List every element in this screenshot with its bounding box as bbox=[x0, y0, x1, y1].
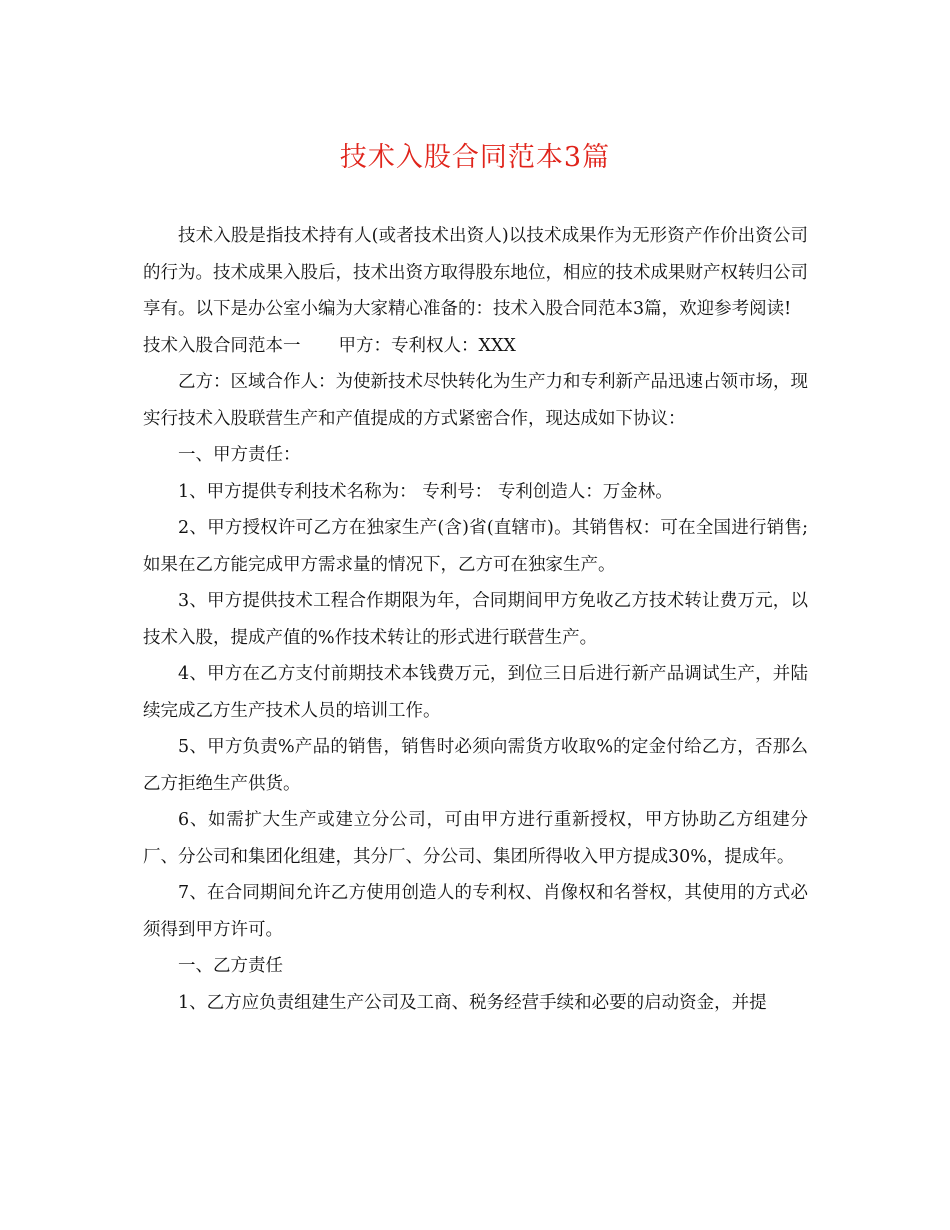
section-a-item: 5、甲方负责%产品的销售，销售时必须向需货方收取%的定金付给乙方，否那么乙方拒绝生产供货。 bbox=[143, 737, 808, 794]
section-a-item: 7、在合同期间允许乙方使用创造人的专利权、肖像权和名誉权，其使用的方式必须得到甲方许可。 bbox=[143, 883, 808, 940]
section-a-title: 一、甲方责任： bbox=[178, 445, 301, 465]
section-b-item: 1、乙方应负责组建生产公司及工商、税务经营手续和必要的启动资金，并提 bbox=[178, 992, 767, 1013]
document-body bbox=[143, 218, 808, 1021]
section-a-item: 4、甲方在乙方支付前期技术本钱费万元，到位三日后进行新产品调试生产，并陆续完成乙方生产技术人员的培训工作。 bbox=[143, 664, 808, 721]
contract-label: 技术入股合同范本一 bbox=[143, 335, 301, 356]
section-a-item: 2、甲方授权许可乙方在独家生产(含)省(直辖市)。其销售权：可在全国进行销售;如果在乙方能完成甲方需求量的情况下，乙方可在独家生产。 bbox=[143, 518, 808, 575]
intro-paragraph: 技术入股是指技术持有人(或者技术出资人)以技术成果作为无形资产作价出资公司的行为。技术成果入股后，技术出资方取得股东地位，相应的技术成果财产权转归公司享有。以下是办公室小编为大家精心准备的：技术入股合同范本3篇，欢迎参考阅读! bbox=[143, 226, 808, 319]
party-b-paragraph: 乙方：区域合作人：为使新技术尽快转化为生产力和专利新产品迅速占领市场，现实行技术入股联营生产和产值提成的方式紧密合作，现达成如下协议： bbox=[143, 372, 808, 429]
section-a-item: 6、如需扩大生产或建立分公司，可由甲方进行重新授权，甲方协助乙方组建分厂、分公司和集团化组建，其分厂、分公司、集团所得收入甲方提成30%，提成年。 bbox=[143, 810, 808, 867]
section-a-item: 3、甲方提供技术工程合作期限为年，合同期间甲方免收乙方技术转让费万元，以技术入股，提成产值的%作技术转让的形式进行联营生产。 bbox=[143, 591, 808, 648]
party-a-line: 甲方：专利权人：XXX bbox=[338, 335, 516, 356]
contract-heading-line bbox=[143, 328, 808, 365]
section-b-title: 一、乙方责任 bbox=[178, 956, 283, 976]
document-title: 技术入股合同范本3篇 bbox=[339, 142, 611, 173]
section-a-item: 1、甲方提供专利技术名称为： 专利号： 专利创造人：万金林。 bbox=[178, 481, 673, 502]
